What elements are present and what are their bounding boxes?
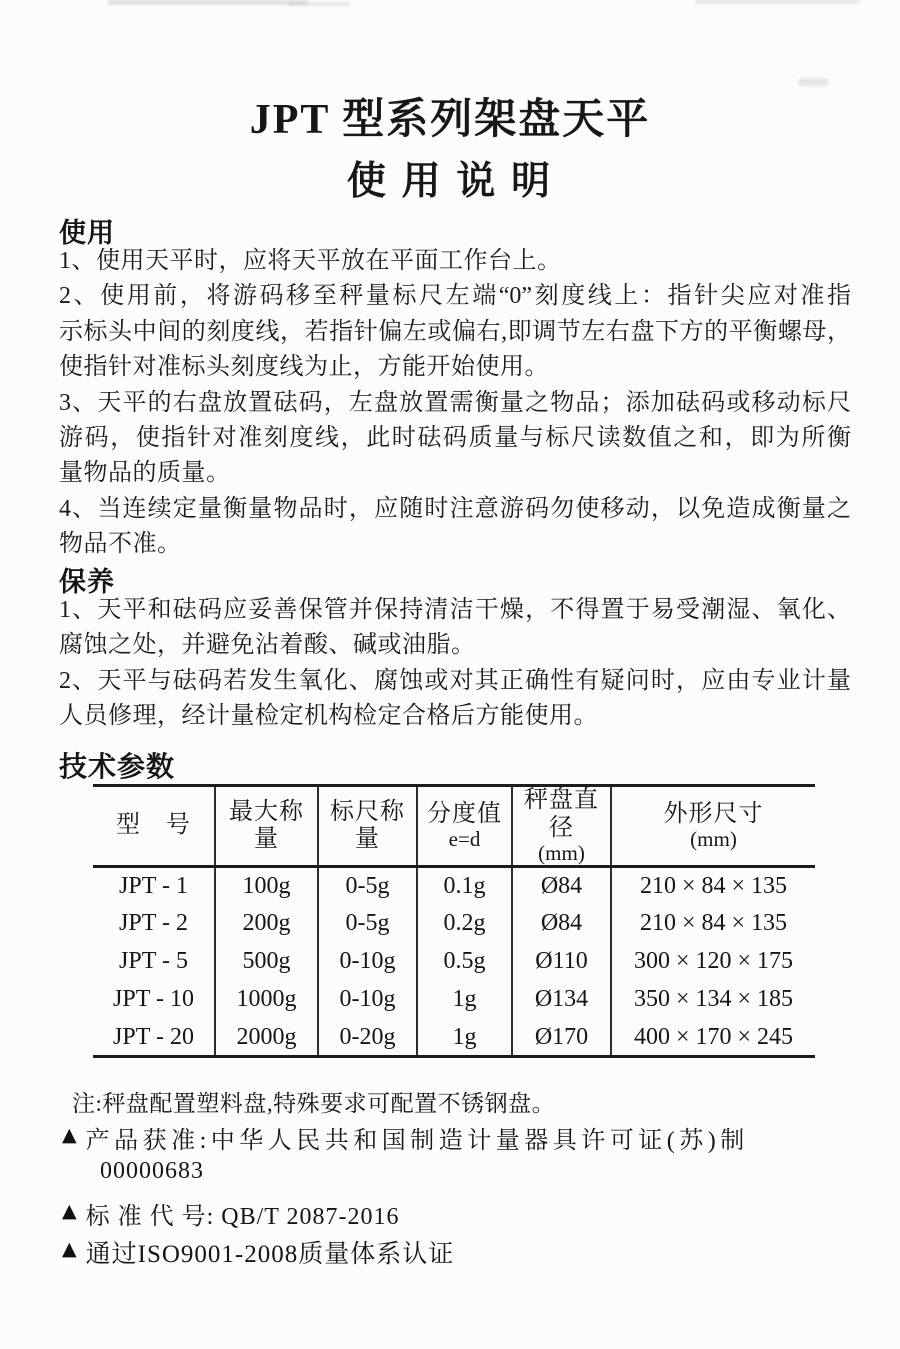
cell-pan-diameter: Ø84: [512, 905, 611, 943]
usage-line: 游码，使指针对准刻度线，此时砝码质量与标尺读数值之和，即为所衡: [59, 425, 851, 452]
cell-pan-diameter: Ø84: [512, 867, 611, 905]
cell-dimensions: 300 × 120 × 175: [611, 943, 815, 981]
certification-item: [62, 1120, 749, 1155]
scan-artifact: [695, 0, 860, 4]
specs-section-heading: 技术参数: [59, 750, 176, 783]
table-row: [93, 943, 815, 981]
cell-division: 1g: [417, 1019, 512, 1057]
cell-pan-diameter: Ø110: [512, 943, 611, 981]
column-header-max-capacity: 最大称量: [215, 786, 318, 867]
column-header-division: 分度值 e=d: [417, 786, 512, 867]
cell-max-capacity: 100g: [215, 867, 318, 905]
usage-line: 示标头中间的刻度线，若指针偏左或偏右,即调节左右盘下方的平衡螺母，: [59, 318, 851, 345]
usage-section-text: [59, 244, 851, 563]
column-header-dimensions: 外形尺寸 (mm): [611, 786, 815, 867]
care-line: 人员修理，经计量检定机构检定合格后方能使用。: [59, 703, 598, 730]
cell-beam-capacity: 0-10g: [318, 981, 417, 1019]
cell-model: JPT - 10: [113, 986, 194, 1013]
usage-line: 1、使用天平时，应将天平放在平面工作台上。: [59, 248, 562, 274]
cell-division: 1g: [417, 981, 512, 1019]
triangle-bullet-icon: ▲: [62, 1238, 77, 1260]
cell-max-capacity: 200g: [215, 905, 318, 943]
cell-model: JPT - 2: [119, 910, 188, 937]
care-section-heading: 保养: [59, 567, 115, 598]
document-title: JPT 型系列架盘天平: [249, 97, 651, 143]
usage-line: 使指针对准标头刻度线为止，方能开始使用。: [59, 354, 549, 381]
cell-model: JPT - 1: [119, 873, 188, 900]
table-row: [93, 1019, 815, 1057]
care-section-text: [59, 593, 851, 735]
cell-model: JPT - 5: [119, 948, 188, 975]
care-line: 1、天平和砝码应妥善保管并保持清洁干燥，不得置于易受潮湿、氧化、: [59, 597, 851, 623]
column-header-pan-diameter: 秤盘直径 (mm): [512, 786, 611, 867]
cell-max-capacity: 1000g: [215, 981, 318, 1019]
cell-beam-capacity: 0-20g: [318, 1019, 417, 1057]
usage-line: 量物品的质量。: [59, 460, 231, 487]
table-row: [93, 867, 815, 905]
usage-line: 3、天平的右盘放置砝码，左盘放置需衡量之物品；添加砝码或移动标尺: [59, 389, 851, 416]
cell-pan-diameter: Ø134: [512, 981, 611, 1019]
table-row: [93, 981, 815, 1019]
cell-pan-diameter: Ø170: [512, 1019, 611, 1057]
cell-model: JPT - 20: [113, 1023, 194, 1050]
cell-division: 0.5g: [417, 943, 512, 981]
pan-material-note: 注:秤盘配置塑料盘,特殊要求可配置不锈钢盘。: [72, 1091, 556, 1116]
usage-section-heading: 使用: [59, 218, 115, 249]
iso-certification-text: 通过ISO9001-2008质量体系认证: [85, 1241, 455, 1268]
column-header-beam-capacity: 标尺称量: [318, 786, 417, 867]
document-subtitle: 使 用 说 明: [346, 160, 554, 203]
usage-line: 4、当连续定量衡量物品时，应随时注意游码勿使移动，以免造成衡量之: [59, 495, 851, 522]
cell-dimensions: 210 × 84 × 135: [611, 867, 815, 905]
care-line: 2、天平与砝码若发生氧化、腐蚀或对其正确性有疑问时，应由专业计量: [59, 667, 851, 694]
standard-code-text: 标 准 代 号: QB/T 2087-2016: [85, 1204, 400, 1230]
cell-dimensions: 350 × 134 × 185: [611, 981, 815, 1019]
cell-dimensions: 210 × 84 × 135: [611, 905, 815, 943]
cell-dimensions: 400 × 170 × 245: [611, 1019, 815, 1057]
scan-artifact: [798, 78, 828, 86]
cell-beam-capacity: 0-5g: [318, 905, 417, 943]
scan-artifact: [288, 2, 350, 6]
care-line: 腐蚀之处，并避免沾着酸、碱或油脂。: [59, 632, 476, 659]
cell-max-capacity: 2000g: [215, 1019, 318, 1057]
cell-max-capacity: 500g: [215, 943, 318, 981]
license-number: 00000683: [100, 1158, 204, 1184]
table-row: [93, 905, 815, 943]
triangle-bullet-icon: ▲: [62, 1124, 77, 1146]
specs-table-header-row: [93, 786, 815, 867]
cell-beam-capacity: 0-5g: [318, 867, 417, 905]
specs-table: [93, 784, 815, 1058]
scan-artifact: [108, 0, 308, 5]
cell-division: 0.1g: [417, 867, 512, 905]
usage-line: 2、使用前，将游码移至秤量标尺左端“0”刻度线上：指针尖应对准指: [59, 283, 851, 310]
iso-certification-item: [62, 1234, 454, 1270]
triangle-bullet-icon: ▲: [62, 1200, 77, 1222]
certification-text: 产品获准:中华人民共和国制造计量器具许可证(苏)制: [85, 1128, 749, 1154]
cell-division: 0.2g: [417, 905, 512, 943]
standard-code-item: [62, 1196, 400, 1231]
cell-beam-capacity: 0-10g: [318, 943, 417, 981]
column-header-model: 型 号: [116, 812, 191, 839]
usage-line: 物品不准。: [59, 531, 182, 558]
